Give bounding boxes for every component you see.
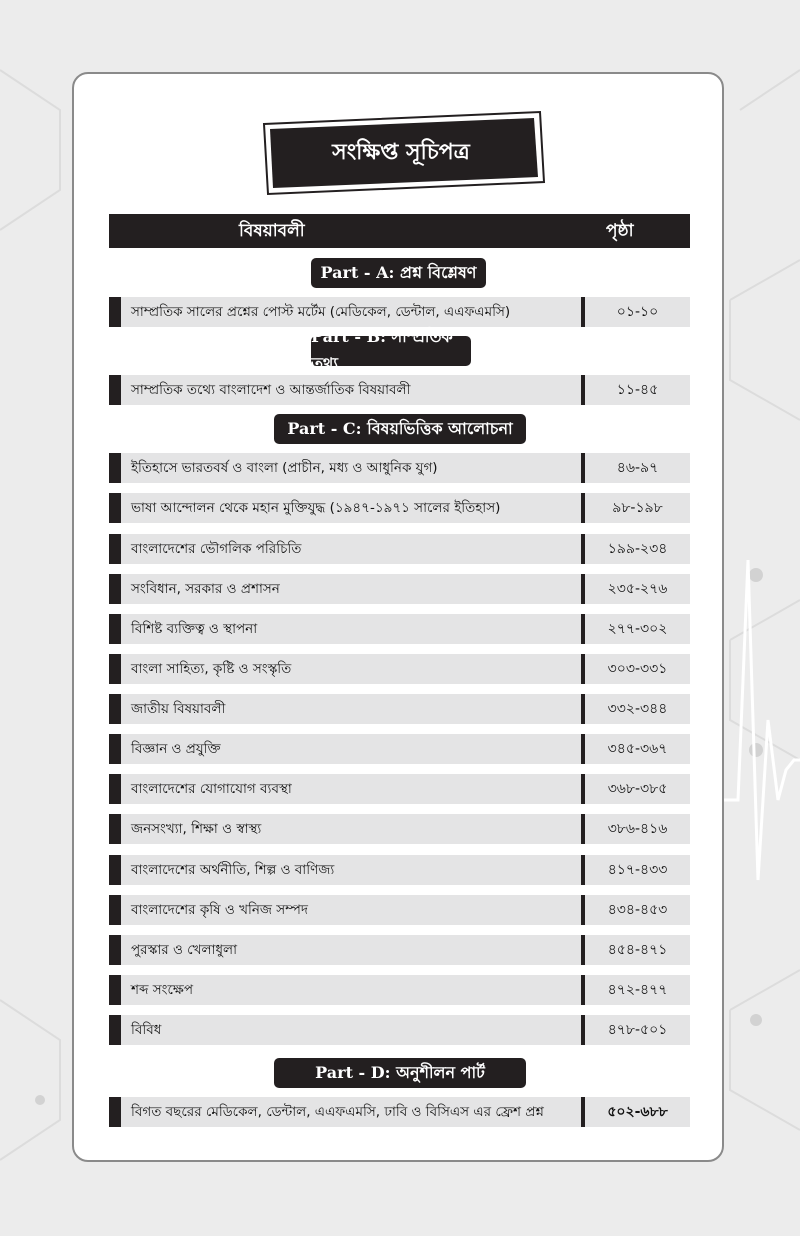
row-pages: ৪১৭-৪৩৩ <box>585 855 690 885</box>
part-a-label: Part - A: প্রশ্ন বিশ্লেষণ <box>311 258 486 288</box>
table-row[interactable] <box>109 855 690 885</box>
row-marker <box>109 534 121 564</box>
row-pages: ১৯৯-২৩৪ <box>585 534 690 564</box>
row-subject: বাংলাদেশের ভৌগলিক পরিচিতি <box>121 534 681 564</box>
row-pages: ৪৭৮-৫০১ <box>585 1015 690 1045</box>
row-marker <box>109 574 121 604</box>
header-page: পৃষ্ঠা <box>606 221 634 241</box>
row-pages: ২৭৭-৩০২ <box>585 614 690 644</box>
title-banner <box>256 110 546 196</box>
row-pages: ০১-১০ <box>585 297 690 327</box>
header-subject: বিষয়াবলী <box>239 221 305 241</box>
row-subject: বাংলাদেশের যোগাযোগ ব্যবস্থা <box>121 774 681 804</box>
row-marker <box>109 855 121 885</box>
table-row[interactable] <box>109 734 690 764</box>
row-subject: বিশিষ্ট ব্যক্তিত্ব ও স্থাপনা <box>121 614 681 644</box>
row-marker <box>109 297 121 327</box>
row-marker <box>109 493 121 523</box>
table-row[interactable] <box>109 375 690 405</box>
row-subject: সাম্প্রতিক তথ্যে বাংলাদেশ ও আন্তর্জাতিক বিষয়াবলী <box>121 375 681 405</box>
table-row[interactable] <box>109 895 690 925</box>
table-row[interactable] <box>109 297 690 327</box>
row-pages: ২৩৫-২৭৬ <box>585 574 690 604</box>
row-subject: ইতিহাসে ভারতবর্ষ ও বাংলা (প্রাচীন, মধ্য ও আধুনিক যুগ) <box>121 453 681 483</box>
row-subject: সাম্প্রতিক সালের প্রশ্নের পোস্ট মর্টেম (মেডিকেল, ডেন্টাল, এএফএমসি) <box>121 297 681 327</box>
row-pages: ৩৩২-৩৪৪ <box>585 694 690 724</box>
row-subject: বাংলাদেশের অর্থনীতি, শিল্প ও বাণিজ্য <box>121 855 681 885</box>
row-subject: বাংলা সাহিত্য, কৃষ্টি ও সংস্কৃতি <box>121 654 681 684</box>
row-pages: ৪৬-৯৭ <box>585 453 690 483</box>
row-pages: ৩৮৬-৪১৬ <box>585 814 690 844</box>
row-pages: ৩০৩-৩৩১ <box>585 654 690 684</box>
row-subject: বিবিধ <box>121 1015 681 1045</box>
part-b-label: Part - B: সাম্প্রতিক তথ্য <box>311 336 471 366</box>
row-pages: ৪৩৪-৪৫৩ <box>585 895 690 925</box>
part-d-label: Part - D: অনুশীলন পার্ট <box>274 1058 526 1088</box>
part-c-label: Part - C: বিষয়ভিত্তিক আলোচনা <box>274 414 526 444</box>
page-title: সংক্ষিপ্ত সূচিপত্র <box>332 139 470 165</box>
row-marker <box>109 935 121 965</box>
row-marker <box>109 975 121 1005</box>
row-marker <box>109 895 121 925</box>
table-row[interactable] <box>109 574 690 604</box>
row-subject: সংবিধান, সরকার ও প্রশাসন <box>121 574 681 604</box>
row-marker <box>109 734 121 764</box>
row-pages: ৩৪৫-৩৬৭ <box>585 734 690 764</box>
row-pages: ৯৮-১৯৮ <box>585 493 690 523</box>
table-row[interactable] <box>109 975 690 1005</box>
row-subject: বিগত বছরের মেডিকেল, ডেন্টাল, এএফএমসি, ঢাবি ও বিসিএস এর ফ্রেশ প্রশ্ন <box>121 1097 681 1127</box>
row-subject: শব্দ সংক্ষেপ <box>121 975 681 1005</box>
row-marker <box>109 614 121 644</box>
row-marker <box>109 453 121 483</box>
table-header <box>109 214 690 248</box>
table-row[interactable] <box>109 453 690 483</box>
table-row[interactable] <box>109 1097 690 1127</box>
table-row[interactable] <box>109 614 690 644</box>
table-row[interactable] <box>109 935 690 965</box>
row-pages: ৪৭২-৪৭৭ <box>585 975 690 1005</box>
table-row[interactable] <box>109 1015 690 1045</box>
row-pages: ৫০২-৬৮৮ <box>585 1097 690 1127</box>
row-marker <box>109 1097 121 1127</box>
table-row[interactable] <box>109 814 690 844</box>
row-marker <box>109 694 121 724</box>
row-subject: ভাষা আন্দোলন থেকে মহান মুক্তিযুদ্ধ (১৯৪৭-১৯৭১ সালের ইতিহাস) <box>121 493 681 523</box>
row-marker <box>109 375 121 405</box>
row-subject: জনসংখ্যা, শিক্ষা ও স্বাস্থ্য <box>121 814 681 844</box>
table-row[interactable] <box>109 774 690 804</box>
table-row[interactable] <box>109 694 690 724</box>
row-marker <box>109 774 121 804</box>
row-subject: বাংলাদেশের কৃষি ও খনিজ সম্পদ <box>121 895 681 925</box>
row-pages: ৪৫৪-৪৭১ <box>585 935 690 965</box>
row-subject: জাতীয় বিষয়াবলী <box>121 694 681 724</box>
row-marker <box>109 654 121 684</box>
row-pages: ১১-৪৫ <box>585 375 690 405</box>
row-subject: বিজ্ঞান ও প্রযুক্তি <box>121 734 681 764</box>
row-marker <box>109 1015 121 1045</box>
row-pages: ৩৬৮-৩৮৫ <box>585 774 690 804</box>
table-row[interactable] <box>109 493 690 523</box>
table-row[interactable] <box>109 654 690 684</box>
row-subject: পুরস্কার ও খেলাধুলা <box>121 935 681 965</box>
table-row[interactable] <box>109 534 690 564</box>
row-marker <box>109 814 121 844</box>
